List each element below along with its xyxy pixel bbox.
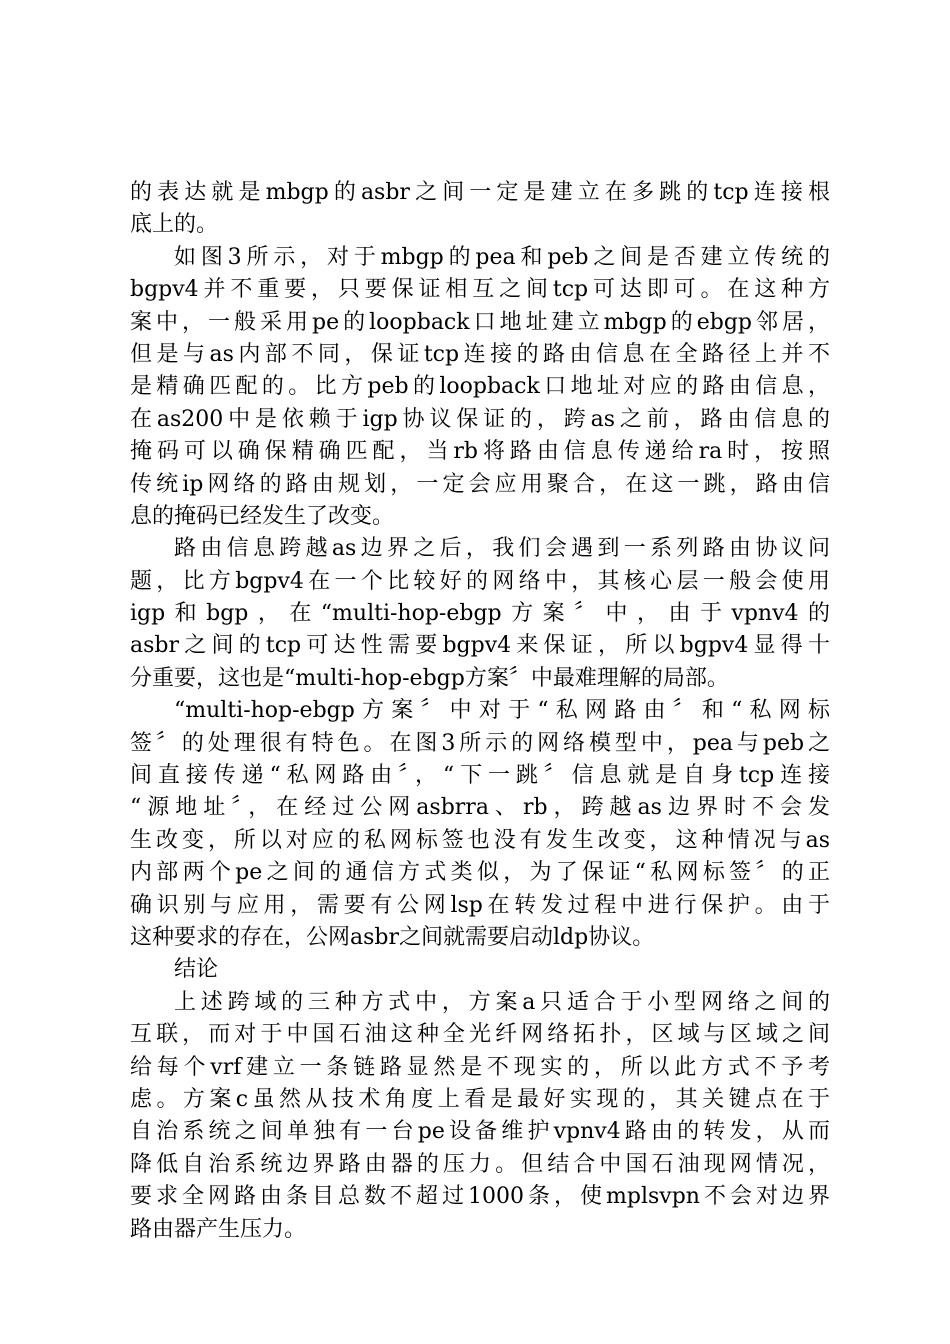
text-line: 是精确匹配的。比方peb的loopback口地址对应的路由信息， <box>130 374 830 400</box>
text-line: 题，比方bgpv4在一个比较好的网络中，其核心层一般会使用 <box>130 568 830 594</box>
text-line: 路由器产生压力。 <box>130 1216 307 1242</box>
text-line: 掩码可以确保精确匹配，当rb将路由信息传递给ra时，按照 <box>130 439 830 465</box>
text-line: 息的掩码已经发生了改变。 <box>130 503 395 529</box>
text-line: “源地址〞，在经过公网asbrra、rb，跨越as边界时不会发 <box>130 795 830 821</box>
paragraph-start-line: 路由信息跨越as边界之后，我们会遇到一系列路由协议问 <box>174 536 830 562</box>
text-line: 签〞的处理很有特色。在图3所示的网络模型中，pea与peb之 <box>130 730 830 756</box>
document-body <box>130 177 830 1246</box>
text-line: 互联，而对于中国石油这种全光纤网络拓扑，区域与区域之间 <box>130 1022 830 1048</box>
text-line: 但是与as内部不同，保证tcp连接的路由信息在全路径上并不 <box>130 341 830 367</box>
text-line: igp和bgp，在“multi-hop-ebgp方案〞中，由于vpnv4的 <box>130 601 830 627</box>
text-line: 虑。方案c虽然从技术角度上看是最好实现的，其关键点在于 <box>130 1086 830 1112</box>
text-line: 确识别与应用，需要有公网lsp在转发过程中进行保护。由于 <box>130 892 830 918</box>
text-line: 传统ip网络的路由规划，一定会应用聚合，在这一跳，路由信 <box>130 471 830 497</box>
text-line: bgpv4并不重要，只要保证相互之间tcp可达即可。在这种方 <box>130 277 830 303</box>
text-line: 分重要，这也是“multi-hop-ebgp方案〞中最难理解的局部。 <box>130 665 729 691</box>
section-heading: 结论 <box>174 957 219 983</box>
text-line: 给每个vrf建立一条链路显然是不现实的，所以此方式不予考 <box>130 1054 830 1080</box>
text-line: 降低自治系统边界路由器的压力。但结合中国石油现网情况， <box>130 1151 830 1177</box>
text-line: 生改变，所以对应的私网标签也没有发生改变，这种情况与as <box>130 827 830 853</box>
text-line: asbr之间的tcp可达性需要bgpv4来保证，所以bgpv4显得十 <box>130 633 830 659</box>
text-line: 的表达就是mbgp的asbr之间一定是建立在多跳的tcp连接根 <box>130 180 830 205</box>
paragraph-start-line: “multi-hop-ebgp方案〞中对于“私网路由〞和“私网标 <box>174 698 830 724</box>
paragraph-start-line: 上述跨域的三种方式中，方案a只适合于小型网络之间的 <box>174 989 830 1015</box>
text-line: 内部两个pe之间的通信方式类似，为了保证“私网标签〞的正 <box>130 860 830 886</box>
text-line: 这种要求的存在，公网asbr之间就需要启动ldp协议。 <box>130 924 655 950</box>
text-line: 间直接传递“私网路由〞，“下一跳〞信息就是自身tcp连接 <box>130 763 830 789</box>
text-line: 案中，一般采用pe的loopback口地址建立mbgp的ebgp邻居， <box>130 309 830 335</box>
text-line: 要求全网路由条目总数不超过1000条，使mplsvpn不会对边界 <box>130 1184 830 1210</box>
text-line: 底上的。 <box>130 212 219 238</box>
text-line: 在as200中是依赖于igp协议保证的，跨as之前，路由信息的 <box>130 406 830 432</box>
text-line: 自治系统之间单独有一台pe设备维护vpnv4路由的转发，从而 <box>130 1119 830 1145</box>
paragraph-start-line: 如图3所示，对于mbgp的pea和peb之间是否建立传统的 <box>174 244 830 270</box>
